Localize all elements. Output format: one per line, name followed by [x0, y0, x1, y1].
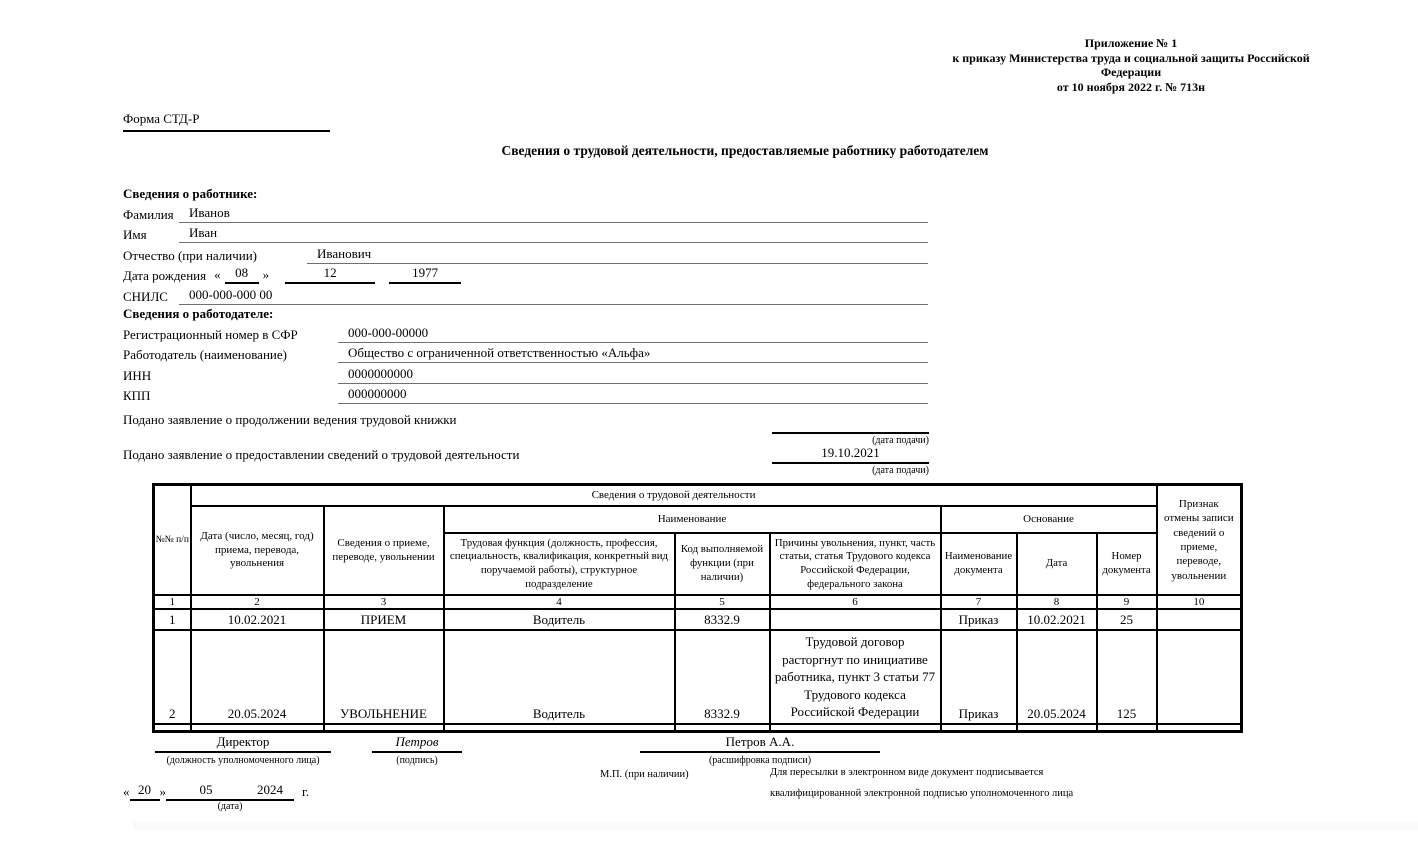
form-code: Форма СТД-Р	[123, 111, 330, 132]
cell-date: 20.05.2024	[191, 630, 324, 724]
sign-date-caption: (дата)	[217, 801, 243, 812]
cell-info: УВОЛЬНЕНИЕ	[324, 630, 444, 724]
cell-doc-date: 10.02.2021	[1017, 609, 1097, 630]
empty-cell	[675, 724, 770, 732]
empty-cell	[941, 724, 1017, 732]
birthdate-row	[123, 264, 928, 285]
snils-value: 000-000-000 00	[179, 287, 928, 305]
empty-cell	[1157, 724, 1242, 732]
sign-date-year: 2024	[246, 782, 294, 801]
employer-section	[123, 306, 928, 404]
inn-value: 0000000000	[338, 366, 928, 384]
position-field	[155, 734, 331, 766]
col-number: 1	[154, 595, 191, 609]
empty-cell	[1017, 724, 1097, 732]
col-number: 7	[941, 595, 1017, 609]
reg-number-row	[123, 322, 928, 343]
appendix-line: Приложение № 1	[1084, 36, 1178, 50]
table-number-row	[154, 595, 1242, 609]
sign-date-suffix: г.	[302, 784, 310, 799]
cell-function: Водитель	[444, 609, 675, 630]
table-empty-row	[154, 724, 1242, 732]
col-number: 8	[1017, 595, 1097, 609]
empty-cell	[191, 724, 324, 732]
appendix-note	[942, 36, 1320, 94]
patronymic-value: Иванович	[307, 246, 928, 264]
col-number: 6	[770, 595, 941, 609]
cell-code: 8332.9	[675, 609, 770, 630]
snils-label: СНИЛС	[123, 288, 168, 304]
birth-day-value: 08	[225, 265, 259, 284]
col-header-reason: Причины увольнения, пункт, часть статьи, статья Трудового кодекса Российской Федерации, федерального закона	[770, 533, 941, 595]
cell-cancel	[1157, 609, 1242, 630]
col-header-cancel: Признак отмены записи сведений о приеме, переводе, увольнении	[1157, 485, 1242, 596]
quote-close: »	[159, 784, 166, 799]
empty-cell	[154, 724, 191, 732]
electronic-note	[770, 763, 1073, 804]
sign-field	[372, 734, 462, 766]
kpp-value: 000000000	[338, 386, 928, 404]
statement-book-datebox	[772, 415, 929, 446]
cell-doc-no: 25	[1097, 609, 1157, 630]
patronymic-label: Отчество (при наличии)	[123, 247, 258, 263]
patronymic-row	[123, 243, 928, 264]
appendix-line: от 10 ноября 2022 г. № 713н	[1056, 79, 1206, 94]
table-header-row-1	[154, 485, 1242, 507]
appendix-line: к приказу Министерства труда и социальной защиты Российской	[952, 50, 1310, 65]
statement-info-date: 19.10.2021	[772, 445, 929, 464]
cell-function: Водитель	[444, 630, 675, 724]
snils-row	[123, 284, 928, 305]
cell-date: 10.02.2021	[191, 609, 324, 630]
cell-reason: Трудовой договор расторгнут по инициативе работника, пункт 3 статьи 77 Трудового кодекса Российской Федерации	[770, 630, 941, 724]
firstname-row	[123, 223, 928, 244]
cell-doc-no: 125	[1097, 630, 1157, 724]
col-number: 5	[675, 595, 770, 609]
cell-doc-date: 20.05.2024	[1017, 630, 1097, 724]
col-header-doc-no: Номер документа	[1097, 533, 1157, 595]
surname-value: Иванов	[179, 205, 928, 223]
cell-no: 1	[154, 609, 191, 630]
statement-info-caption: (дата подачи)	[872, 465, 929, 476]
col-header-function: Трудовая функция (должность, профессия, специальность, квалификация, конкретный вид поручаемой работы), структурное подразделение	[444, 533, 675, 595]
empty-cell	[324, 724, 444, 732]
statement-book-text: Подано заявление о продолжении ведения трудовой книжки	[123, 412, 457, 427]
col-header-date: Дата (число, месяц, год) приема, перевода, увольнения	[191, 506, 324, 595]
col-number: 10	[1157, 595, 1242, 609]
appendix-line: Федерации	[1100, 65, 1162, 80]
kpp-label: КПП	[123, 388, 151, 403]
col-header-no: №№ п/п	[154, 485, 191, 596]
fullname-value: Петров А.А.	[640, 734, 880, 753]
cell-cancel	[1157, 630, 1242, 724]
empty-cell	[770, 724, 941, 732]
sign-date-day: 20	[130, 782, 160, 801]
statement-info-datebox	[772, 445, 929, 476]
sign-value: Петров	[372, 734, 462, 753]
statement-info-text: Подано заявление о предоставлении сведений о трудовой деятельности	[123, 447, 520, 462]
inn-row	[123, 363, 928, 384]
inn-label: ИНН	[123, 367, 152, 383]
quote-close: »	[262, 267, 270, 282]
labor-activity-table	[152, 483, 1243, 733]
table-row	[154, 630, 1242, 724]
employer-name-value: Общество с ограниченной ответственностью «Альфа»	[338, 345, 928, 363]
col-group-basis: Основание	[941, 506, 1157, 533]
col-header-code: Код выполняемой функции (при наличии)	[675, 533, 770, 595]
col-header-doc: Наименование документа	[941, 533, 1017, 595]
table-row	[154, 609, 1242, 630]
cell-no: 2	[154, 630, 191, 724]
empty-cell	[1097, 724, 1157, 732]
surname-label: Фамилия	[123, 206, 174, 222]
statement-book-date	[772, 415, 929, 434]
worker-section	[123, 186, 928, 305]
col-header-info: Сведения о приеме, переводе, увольнении	[324, 506, 444, 595]
surname-row	[123, 202, 928, 223]
employer-name-row	[123, 343, 928, 364]
position-caption: (должность уполномоченного лица)	[166, 755, 320, 766]
electronic-note-line: квалифицированной электронной подписью уполномоченного лица	[770, 787, 1074, 799]
cell-code: 8332.9	[675, 630, 770, 724]
firstname-value: Иван	[179, 225, 928, 243]
employer-heading: Сведения о работодателе:	[123, 306, 274, 321]
fullname-field	[640, 734, 880, 766]
employer-name-label: Работодатель (наименование)	[123, 347, 287, 362]
position-value: Директор	[155, 734, 331, 753]
birth-year-value: 1977	[389, 265, 461, 284]
birth-month-value: 12	[285, 265, 375, 284]
statement-book-caption: (дата подачи)	[872, 435, 929, 446]
worker-heading: Сведения о работнике:	[123, 186, 258, 201]
reg-number-value: 000-000-00000	[338, 325, 928, 343]
empty-cell	[444, 724, 675, 732]
electronic-note-line: Для пересылки в электронном виде документ подписывается	[770, 767, 1044, 778]
col-number: 3	[324, 595, 444, 609]
firstname-label: Имя	[123, 227, 147, 242]
cell-doc: Приказ	[941, 630, 1017, 724]
page-edge-strip	[133, 822, 1418, 830]
sign-caption: (подпись)	[396, 755, 438, 766]
reg-number-label: Регистрационный номер в СФР	[123, 326, 298, 342]
sign-date-month: 05	[166, 782, 246, 801]
quote-open: «	[123, 784, 130, 799]
birthdate-label: Дата рождения	[123, 268, 207, 283]
cell-doc: Приказ	[941, 609, 1017, 630]
col-number: 2	[191, 595, 324, 609]
table-header-row-2	[154, 506, 1242, 533]
fullname-caption: (расшифровка подписи)	[708, 755, 812, 766]
col-number: 4	[444, 595, 675, 609]
col-group-name: Наименование	[444, 506, 941, 533]
page-title: Сведения о трудовой деятельности, предоставляемые работнику работодателем	[501, 143, 989, 158]
col-header-doc-date: Дата	[1017, 533, 1097, 595]
cell-info: ПРИЕМ	[324, 609, 444, 630]
cell-reason	[770, 609, 941, 630]
col-group-labor: Сведения о трудовой деятельности	[191, 485, 1157, 507]
signature-date-row	[123, 782, 309, 801]
kpp-row	[123, 384, 928, 405]
col-number: 9	[1097, 595, 1157, 609]
stamp-note: М.П. (при наличии)	[600, 769, 689, 780]
quote-open: «	[214, 267, 221, 282]
